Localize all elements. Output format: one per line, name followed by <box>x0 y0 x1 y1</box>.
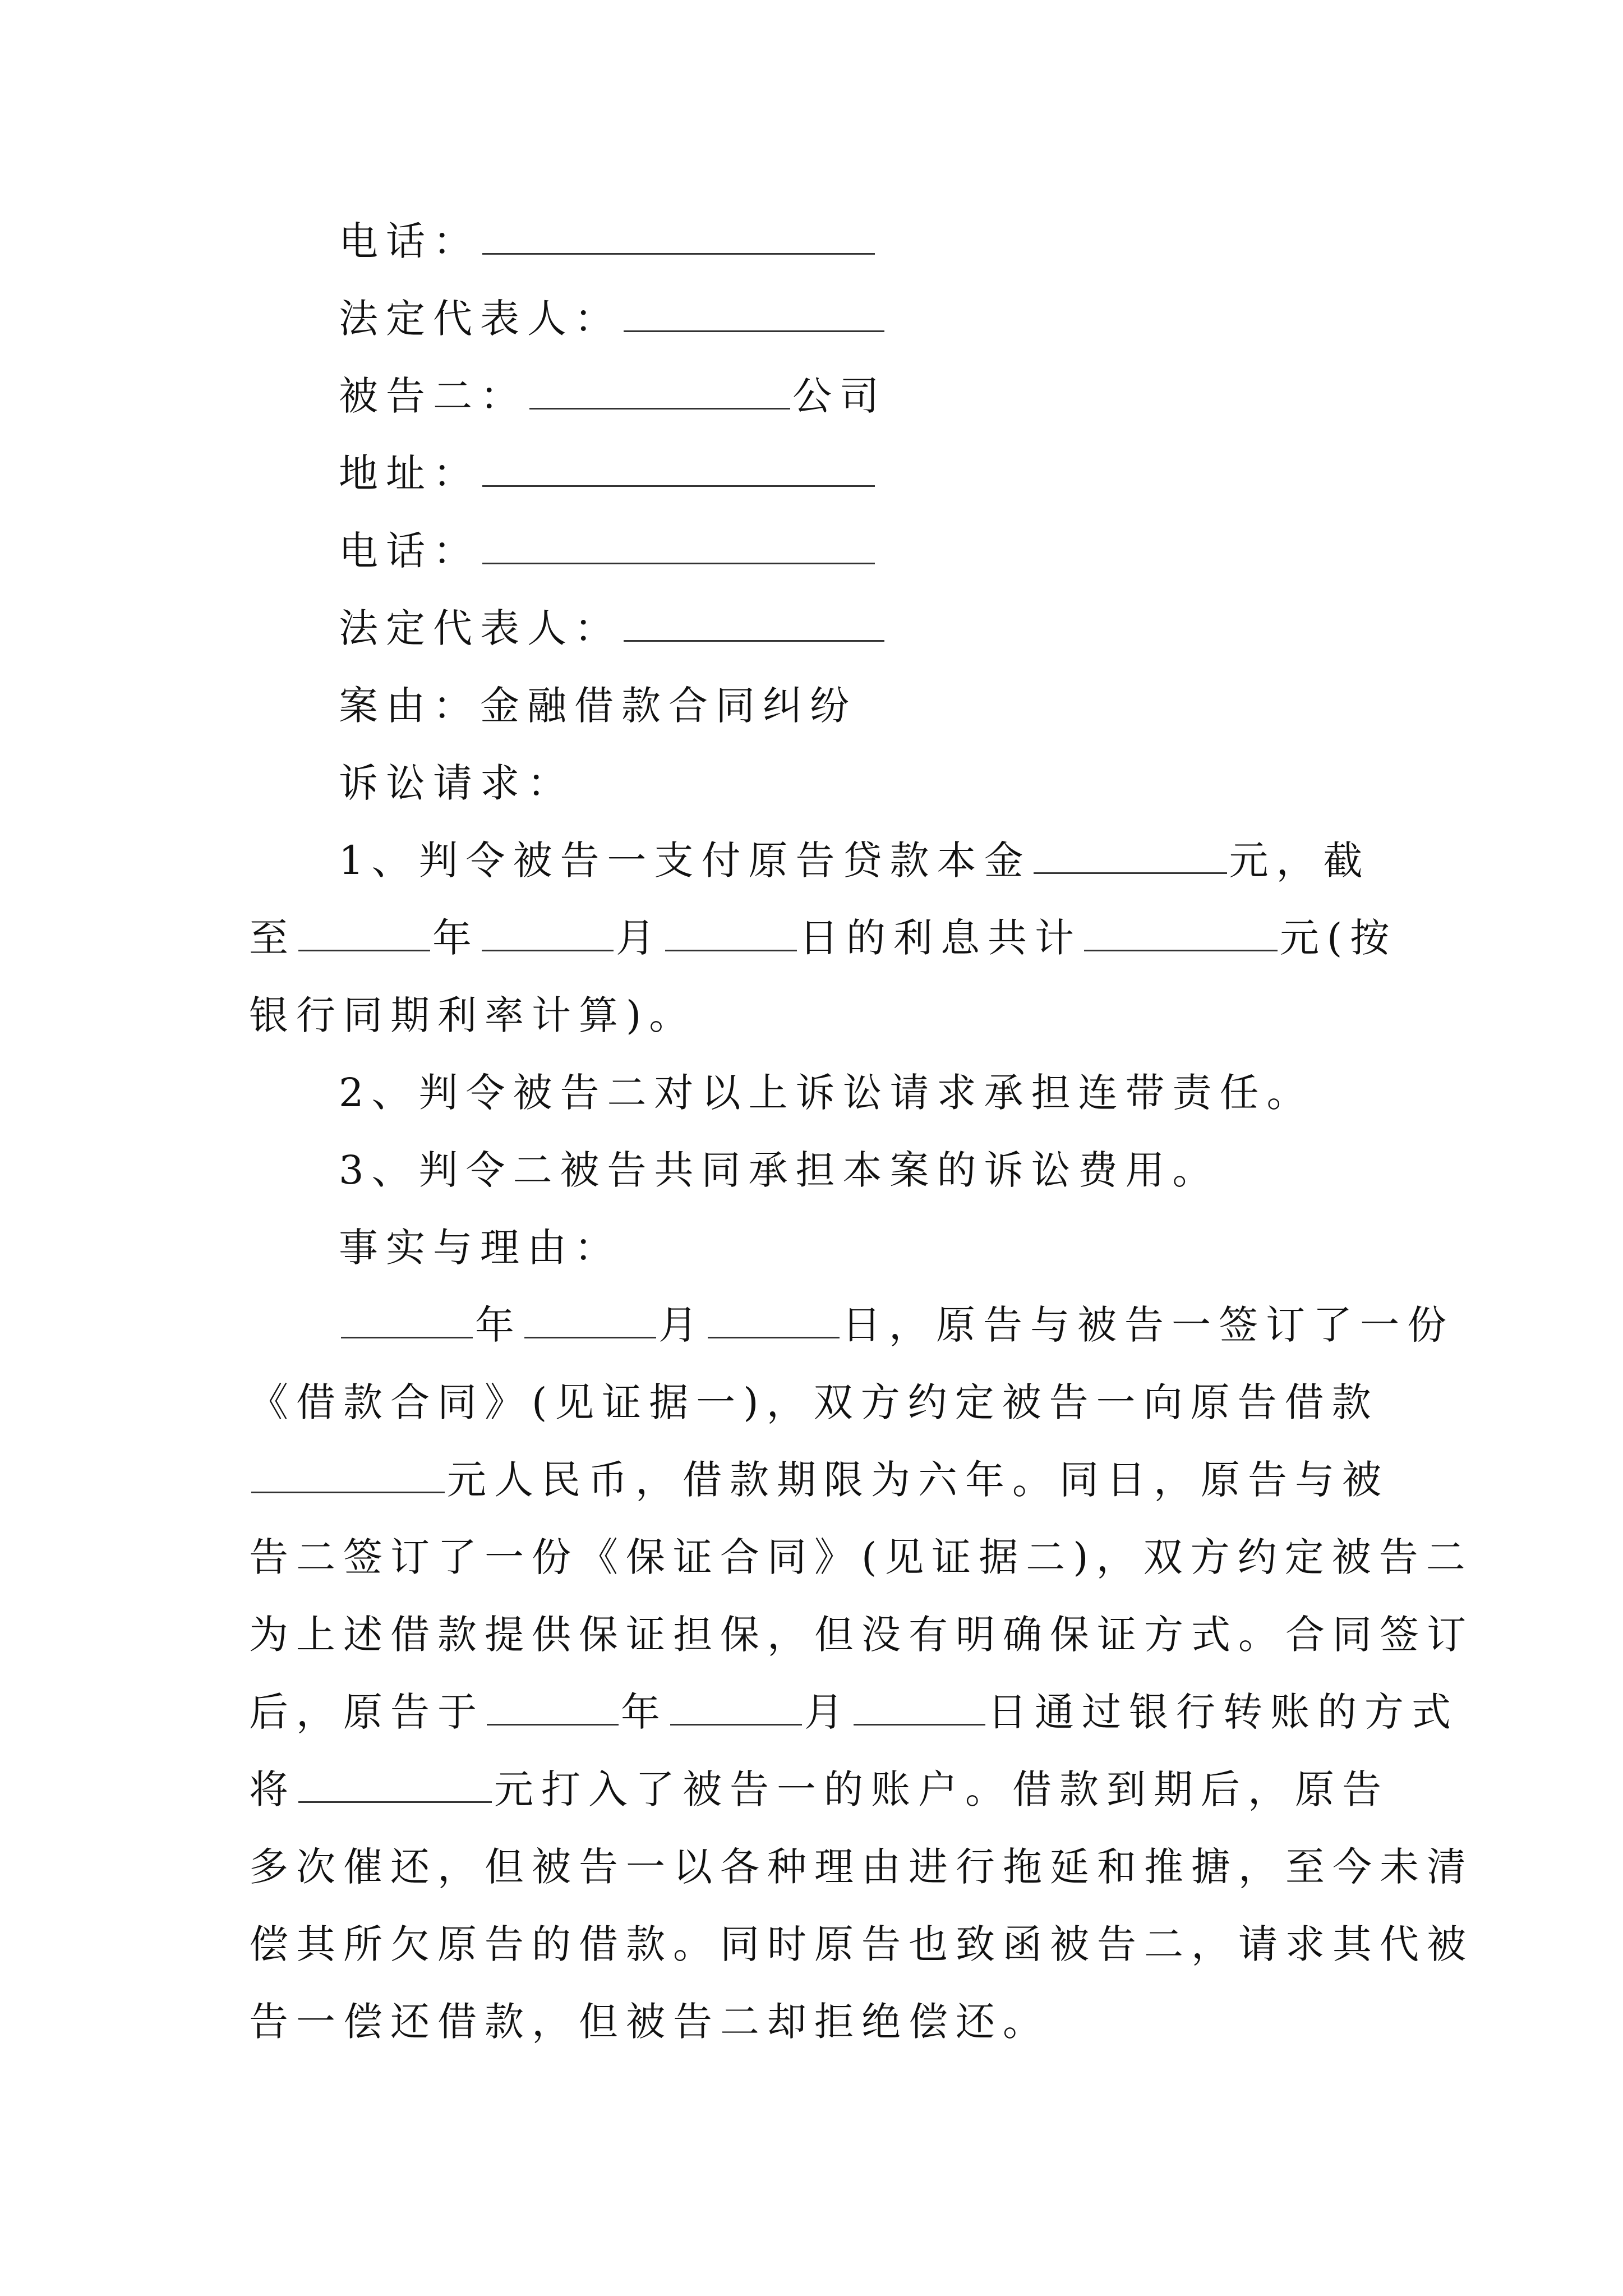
address-label: 地址： <box>339 450 480 496</box>
month-blank <box>482 907 614 951</box>
facts-heading-text: 事实与理由： <box>339 1225 621 1271</box>
claim-1-text: 1、判令被告一支付原告贷款本金 <box>339 838 1031 884</box>
address-line <box>339 440 1387 507</box>
facts-text: 为上述借款提供保证担保，但没有明确保证方式。合同签订 <box>249 1612 1474 1658</box>
claim-1-text: 日的利息共计 <box>799 915 1082 961</box>
claim-1-line-3 <box>249 982 1387 1049</box>
facts-text: 多次催还，但被告一以各种理由进行拖延和推搪，至今未清 <box>249 1844 1474 1890</box>
claim-3-text: 3、判令二被告共同承担本案的诉讼费用。 <box>339 1147 1220 1193</box>
month-label: 月 <box>616 915 663 961</box>
claim-1-text-end: 元(按 <box>1280 915 1398 961</box>
facts-text: 将 <box>249 1766 296 1812</box>
month-blank <box>670 1681 802 1726</box>
company-suffix: 公司 <box>792 373 887 419</box>
phone-blank <box>482 520 875 564</box>
facts-line-5 <box>249 1601 1474 1668</box>
facts-line-10 <box>249 1988 1387 2055</box>
facts-text: 偿其所欠原告的借款。同时原告也致函被告二，请求其代被 <box>249 1921 1474 1967</box>
company-name-blank <box>529 365 790 409</box>
facts-heading <box>339 1214 1387 1281</box>
phone-label: 电话： <box>339 218 480 264</box>
loan-amount-blank <box>251 1449 445 1493</box>
defendant2-representative-line <box>339 595 1387 662</box>
case-cause-line <box>339 672 1387 739</box>
defendant2-label: 被告二： <box>339 373 527 419</box>
claim-1-text-end: 元，截 <box>1229 838 1371 884</box>
representative-label: 法定代表人： <box>339 296 621 342</box>
facts-text: 告一偿还借款，但被告二却拒绝偿还。 <box>249 1999 1050 2045</box>
defendant1-representative-line <box>339 285 1387 352</box>
defendant1-phone-line <box>339 208 1387 275</box>
year-blank <box>487 1681 619 1726</box>
facts-line-2 <box>249 1369 1387 1436</box>
year-label: 年 <box>475 1302 522 1348</box>
interest-blank <box>1084 907 1278 951</box>
day-blank <box>708 1294 840 1338</box>
claim-1-line-2 <box>249 904 1398 972</box>
facts-line-9 <box>249 1911 1474 1978</box>
claim-2-line <box>339 1059 1387 1126</box>
claims-heading <box>339 749 1387 817</box>
day-blank <box>665 907 797 951</box>
claim-3-line <box>339 1137 1387 1204</box>
claims-heading-text: 诉讼请求： <box>339 760 574 806</box>
defendant2-phone-line <box>339 517 1387 585</box>
facts-line-7 <box>249 1756 1387 1823</box>
year-label: 年 <box>621 1689 668 1735</box>
claim-1-text: 至 <box>249 915 296 961</box>
address-blank <box>482 443 875 487</box>
phone-blank <box>482 210 875 255</box>
cause-value: 金融借款合同纠纷 <box>480 683 857 729</box>
principal-blank <box>1034 830 1227 874</box>
facts-line-6 <box>249 1678 1459 1746</box>
facts-text: 《借款合同》(见证据一)，双方约定被告一向原告借款 <box>249 1379 1379 1425</box>
facts-line-4 <box>249 1524 1473 1591</box>
year-label: 年 <box>432 915 479 961</box>
facts-text: 日，原告与被告一签订了一份 <box>842 1302 1454 1348</box>
facts-text: 日通过银行转账的方式 <box>988 1689 1459 1735</box>
facts-line-8 <box>249 1833 1474 1901</box>
month-label: 月 <box>658 1302 706 1348</box>
day-blank <box>854 1681 985 1726</box>
facts-line-1 <box>339 1291 1454 1359</box>
cause-label: 案由： <box>339 683 480 729</box>
year-blank <box>341 1294 473 1338</box>
year-blank <box>298 907 430 951</box>
claim-1-line-1 <box>339 827 1387 894</box>
facts-text: 元人民币，借款期限为六年。同日，原告与被 <box>447 1457 1389 1503</box>
representative-blank <box>624 288 884 332</box>
defendant2-line <box>339 362 1387 430</box>
transfer-amount-blank <box>298 1759 492 1803</box>
month-blank <box>524 1294 656 1338</box>
facts-line-3 <box>249 1446 1387 1513</box>
facts-text: 告二签订了一份《保证合同》(见证据二)，双方约定被告二 <box>249 1534 1473 1580</box>
representative-blank <box>624 597 884 642</box>
facts-text: 后，原告于 <box>249 1689 485 1735</box>
facts-text: 元打入了被告一的账户。借款到期后，原告 <box>494 1766 1389 1812</box>
phone-label: 电话： <box>339 528 480 574</box>
representative-label: 法定代表人： <box>339 605 621 651</box>
claim-1-text: 银行同期利率计算)。 <box>249 992 697 1038</box>
month-label: 月 <box>804 1689 851 1735</box>
claim-2-text: 2、判令被告二对以上诉讼请求承担连带责任。 <box>339 1070 1314 1116</box>
